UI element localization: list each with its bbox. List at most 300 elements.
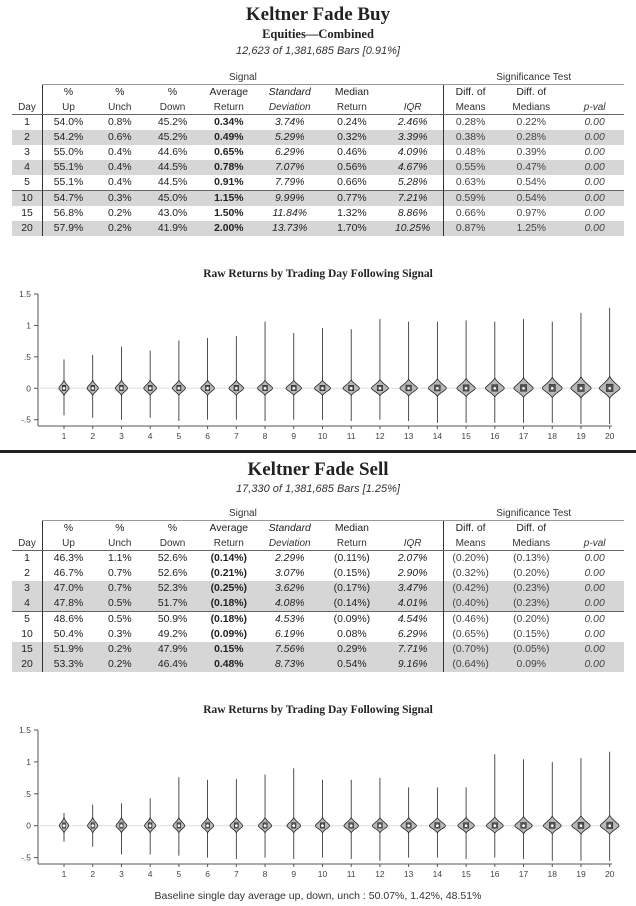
cell-pct-unch: 0.2% (94, 221, 146, 236)
cell-median-return: 1.32% (337, 208, 367, 219)
cell-avg-return: (0.14%) (210, 553, 247, 564)
table-row (12, 145, 624, 160)
cell-std-dev: 13.73% (258, 221, 321, 236)
cell-diff-medians: 0.39% (516, 147, 547, 158)
cell-iqr: 7.71% (382, 642, 443, 657)
x-tick-label: 7 (233, 869, 239, 879)
cell-diff-means: (0.40%) (443, 596, 497, 612)
y-tick-label: 1 (26, 320, 31, 331)
x-tick-label: 13 (403, 431, 414, 441)
cell-diff-means: 0.59% (443, 191, 497, 207)
cell-pct-up: 55.0% (42, 145, 94, 160)
header-median-return: Return (321, 100, 382, 115)
cell-median-return: 0.77% (321, 191, 382, 207)
top-subtitle: Equities—Combined (262, 27, 374, 41)
cell-pct-down: 44.5% (157, 177, 188, 188)
table-row (12, 566, 624, 581)
violin-median (436, 824, 439, 827)
cell-diff-medians: (0.20%) (497, 612, 565, 628)
cell-diff-medians: 1.25% (497, 221, 565, 236)
cell-median-return: 1.70% (321, 221, 382, 236)
cell-diff-medians: 0.54% (516, 177, 547, 188)
cell-pct-unch: 0.4% (107, 147, 132, 158)
cell-diff-medians: (0.13%) (513, 553, 550, 564)
cell-iqr: 2.46% (397, 117, 428, 128)
violin-median (407, 824, 410, 827)
cell-pct-down: 49.2% (157, 629, 188, 640)
header-median-return: Median (334, 87, 369, 98)
cell-pct-unch: 0.5% (94, 612, 146, 628)
header-diff-means: Means (443, 100, 497, 115)
cell-pct-up: 54.2% (42, 130, 94, 145)
cell-median-return: 0.56% (321, 160, 382, 175)
top-bars-note: 12,623 of 1,381,685 Bars [0.91%] (236, 45, 400, 57)
cell-p-val: 0.00 (584, 208, 605, 219)
cell-pct-down: 41.9% (146, 221, 200, 236)
cell-p-val: 0.00 (565, 657, 624, 672)
cell-iqr: 3.47% (382, 581, 443, 596)
x-tick-label: 10 (317, 431, 328, 441)
x-tick-label: 17 (518, 431, 529, 441)
y-tick-label: 0 (26, 820, 31, 831)
table-row (12, 642, 624, 657)
cell-pct-down: 43.0% (157, 208, 188, 219)
cell-median-return: 0.08% (337, 629, 367, 640)
x-tick-label: 14 (432, 869, 443, 879)
cell-iqr: 2.07% (397, 553, 428, 564)
violin-median (522, 824, 525, 827)
x-tick-label: 10 (317, 869, 328, 879)
cell-pct-up: 56.8% (42, 206, 94, 221)
header-pct-down: % (167, 523, 178, 534)
cell-day: 15 (21, 208, 33, 219)
cell-pct-up: 47.8% (42, 596, 94, 612)
cell-p-val: 0.00 (584, 553, 605, 564)
bottom-chart-title: Raw Returns by Trading Day Following Signal (203, 704, 433, 716)
top-chart-title: Raw Returns by Trading Day Following Signal (203, 268, 433, 280)
cell-diff-means: (0.65%) (443, 627, 497, 642)
sell-stats-table (12, 506, 624, 672)
cell-pct-unch: 0.2% (94, 642, 146, 657)
cell-day: 15 (12, 642, 42, 657)
cell-diff-means: (0.42%) (443, 581, 497, 596)
cell-std-dev: 4.08% (258, 596, 321, 612)
violin-median (379, 824, 382, 827)
x-tick-label: 2 (90, 431, 96, 441)
violin-median (292, 387, 295, 390)
significance-group-header: Significance Test (443, 70, 624, 85)
cell-iqr: 2.90% (397, 568, 428, 579)
cell-diff-means: 0.63% (443, 175, 497, 191)
cell-pct-up: 48.6% (42, 612, 94, 628)
cell-pct-up: 46.7% (42, 566, 94, 581)
table-row (12, 596, 624, 612)
cell-std-dev: 6.29% (275, 147, 305, 158)
violin-median (235, 387, 238, 390)
cell-diff-medians: 0.22% (516, 117, 547, 128)
x-tick-label: 12 (375, 431, 385, 441)
header-diff-medians: Medians (497, 100, 565, 115)
cell-diff-means: (0.70%) (443, 642, 497, 657)
cell-p-val: 0.00 (584, 177, 605, 188)
cell-p-val: 0.00 (584, 568, 605, 579)
cell-day: 5 (12, 612, 42, 628)
violin-median (235, 824, 238, 827)
violin-median (350, 387, 353, 390)
cell-std-dev: 7.07% (258, 160, 321, 175)
cell-pct-down: 52.6% (157, 553, 188, 564)
header-pct-down: % (167, 87, 178, 98)
header-std-dev: Deviation (258, 536, 321, 551)
cell-avg-return: (0.18%) (200, 612, 259, 628)
cell-std-dev: 3.74% (275, 117, 305, 128)
cell-pct-up: 55.1% (42, 175, 94, 191)
x-tick-label: 12 (375, 869, 385, 879)
header-pct-unch: Unch (94, 536, 146, 551)
cell-day: 1 (24, 553, 30, 564)
header-diff-means: Diff. of (443, 521, 497, 537)
cell-avg-return: 1.50% (214, 208, 244, 219)
violin-median (436, 387, 439, 390)
x-tick-label: 6 (205, 869, 210, 879)
cell-iqr: 4.09% (397, 147, 428, 158)
cell-diff-means: (0.20%) (443, 551, 497, 567)
x-tick-label: 4 (147, 869, 153, 879)
top-title: Keltner Fade Buy (245, 4, 391, 25)
cell-iqr: 8.86% (397, 208, 428, 219)
cell-day: 10 (12, 191, 42, 207)
header-p-val: p-val (565, 536, 624, 551)
header-day (12, 521, 42, 537)
cell-diff-medians: 0.97% (516, 208, 547, 219)
cell-iqr: 3.39% (382, 130, 443, 145)
cell-diff-means: 0.55% (443, 160, 497, 175)
cell-std-dev: 6.19% (275, 629, 305, 640)
violin-median (608, 387, 611, 390)
violin-median (91, 824, 94, 827)
cell-diff-medians: (0.23%) (497, 581, 565, 596)
section-divider (0, 450, 636, 453)
violin-median (551, 824, 554, 827)
cell-pct-unch: 0.3% (94, 191, 146, 207)
violin-median (264, 824, 267, 827)
header-avg-return: Average (209, 87, 249, 98)
cell-day: 4 (12, 160, 42, 175)
cell-avg-return: 0.15% (200, 642, 259, 657)
y-tick-label: 0 (26, 383, 31, 394)
cell-p-val: 0.00 (565, 160, 624, 175)
cell-pct-unch: 0.2% (107, 208, 132, 219)
violin-median (407, 387, 410, 390)
violin-median (321, 387, 324, 390)
x-tick-label: 2 (90, 869, 96, 879)
header-day: Day (12, 536, 42, 551)
cell-pct-down: 44.5% (146, 160, 200, 175)
cell-pct-unch: 0.4% (107, 177, 132, 188)
cell-pct-down: 52.6% (157, 568, 188, 579)
cell-avg-return: 0.34% (214, 117, 244, 128)
cell-avg-return: 0.65% (214, 147, 244, 158)
header-pct-up: Up (42, 100, 94, 115)
y-tick-label: -.5 (21, 852, 31, 863)
y-tick-label: .5 (23, 788, 31, 799)
cell-iqr: 10.25% (382, 221, 443, 236)
cell-std-dev: 7.56% (258, 642, 321, 657)
cell-avg-return: 1.15% (200, 191, 259, 207)
cell-p-val: 0.00 (565, 130, 624, 145)
y-tick-label: 1.5 (19, 725, 31, 735)
cell-day: 10 (21, 629, 33, 640)
table-row (12, 175, 624, 191)
violin-median (522, 387, 525, 390)
x-tick-label: 4 (147, 431, 153, 441)
x-tick-label: 9 (291, 431, 297, 441)
table-row (12, 130, 624, 145)
x-tick-label: 14 (432, 431, 443, 441)
cell-std-dev: 5.29% (258, 130, 321, 145)
violin-median (264, 387, 267, 390)
cell-day: 3 (12, 581, 42, 596)
x-tick-label: 15 (461, 869, 471, 879)
cell-diff-medians: 0.09% (497, 657, 565, 672)
header-diff-medians: Medians (497, 536, 565, 551)
cell-avg-return: 2.00% (200, 221, 259, 236)
header-day: Day (12, 100, 42, 115)
violin-median (321, 824, 324, 827)
cell-diff-means: 0.87% (443, 221, 497, 236)
baseline-footer: Baseline single day average up, down, unch : 50.07%, 1.42%, 48.51% (154, 890, 482, 902)
header-median-return: Median (334, 523, 369, 534)
cell-avg-return: 0.91% (214, 177, 244, 188)
header-p-val (565, 521, 624, 537)
cell-avg-return: 0.48% (200, 657, 259, 672)
cell-pct-down: 46.4% (146, 657, 200, 672)
cell-median-return: (0.14%) (321, 596, 382, 612)
header-diff-medians: Diff. of (516, 87, 547, 98)
x-tick-label: 3 (119, 869, 124, 879)
cell-p-val: 0.00 (584, 147, 605, 158)
cell-iqr: 4.54% (382, 612, 443, 628)
violin-median (149, 387, 152, 390)
table-row (12, 191, 624, 207)
cell-std-dev: 2.29% (275, 553, 305, 564)
cell-diff-medians: 0.28% (497, 130, 565, 145)
cell-diff-means: 0.48% (443, 145, 497, 160)
cell-std-dev: 11.84% (272, 208, 307, 219)
cell-median-return: 0.29% (321, 642, 382, 657)
table-row (12, 612, 624, 628)
cell-median-return: (0.09%) (321, 612, 382, 628)
header-iqr (382, 521, 443, 537)
cell-day: 5 (24, 177, 30, 188)
header-pct-up: % (42, 85, 94, 101)
cell-pct-unch: 1.1% (107, 553, 132, 564)
cell-avg-return: (0.18%) (200, 596, 259, 612)
table-row (12, 657, 624, 672)
cell-iqr: 7.21% (382, 191, 443, 207)
x-tick-label: 19 (576, 431, 586, 441)
x-tick-label: 6 (205, 431, 210, 441)
violin-median (379, 387, 382, 390)
header-std-dev: Standard (268, 523, 311, 534)
cell-diff-means: 0.28% (443, 115, 497, 131)
cell-pct-down: 52.3% (146, 581, 200, 596)
x-tick-label: 5 (176, 431, 182, 441)
x-tick-label: 8 (262, 431, 268, 441)
table-row (12, 627, 624, 642)
bottom-title: Keltner Fade Sell (247, 459, 389, 480)
header-p-val: p-val (565, 100, 624, 115)
signal-group-header: Signal (42, 506, 443, 521)
cell-day: 2 (12, 130, 42, 145)
header-iqr: IQR (382, 536, 443, 551)
x-tick-label: 16 (490, 431, 500, 441)
violin-median (91, 387, 94, 390)
x-tick-label: 7 (233, 431, 239, 441)
cell-avg-return: (0.09%) (210, 629, 247, 640)
cell-p-val: 0.00 (565, 596, 624, 612)
cell-iqr: 4.01% (382, 596, 443, 612)
x-tick-label: 9 (291, 869, 297, 879)
cell-p-val: 0.00 (584, 629, 605, 640)
cell-day: 3 (24, 147, 30, 158)
cell-pct-up: 54.0% (42, 115, 94, 131)
cell-iqr: 4.67% (382, 160, 443, 175)
cell-diff-means: 0.38% (443, 130, 497, 145)
table-row (12, 160, 624, 175)
cell-median-return: 0.32% (321, 130, 382, 145)
violin-median (149, 824, 152, 827)
violin-median (465, 824, 468, 827)
cell-pct-down: 45.2% (157, 117, 188, 128)
table-row (12, 206, 624, 221)
header-pct-down: Down (146, 536, 200, 551)
header-iqr: IQR (382, 100, 443, 115)
cell-diff-means: (0.46%) (443, 612, 497, 628)
violin-median (206, 387, 209, 390)
violin-median (465, 387, 468, 390)
cell-p-val: 0.00 (584, 117, 605, 128)
cell-pct-unch: 0.3% (107, 629, 132, 640)
buy-violin-chart (0, 286, 636, 446)
header-std-dev: Deviation (258, 100, 321, 115)
cell-median-return: 0.54% (321, 657, 382, 672)
header-std-dev: Standard (268, 87, 311, 98)
x-tick-label: 20 (604, 431, 615, 441)
x-tick-label: 18 (547, 431, 557, 441)
cell-iqr: 5.28% (397, 177, 428, 188)
table-row (12, 551, 624, 567)
signal-group-header: Signal (42, 70, 443, 85)
table-row (12, 581, 624, 596)
x-tick-label: 11 (346, 869, 356, 879)
violin-median (120, 824, 123, 827)
header-iqr (382, 85, 443, 101)
violin-median (206, 824, 209, 827)
violin-median (580, 387, 583, 390)
x-tick-label: 16 (490, 869, 500, 879)
x-tick-label: 13 (403, 869, 414, 879)
header-diff-means: Means (443, 536, 497, 551)
violin-median (551, 387, 554, 390)
cell-pct-up: 57.9% (42, 221, 94, 236)
cell-diff-means: (0.32%) (443, 566, 497, 581)
cell-day: 20 (12, 657, 42, 672)
cell-diff-medians: (0.23%) (497, 596, 565, 612)
cell-avg-return: (0.21%) (210, 568, 247, 579)
x-tick-label: 17 (518, 869, 529, 879)
cell-pct-up: 50.4% (42, 627, 94, 642)
cell-median-return: 0.46% (337, 147, 367, 158)
x-tick-label: 11 (346, 431, 356, 441)
y-tick-label: -.5 (21, 414, 31, 425)
x-tick-label: 1 (61, 431, 67, 441)
cell-avg-return: 0.78% (200, 160, 259, 175)
cell-pct-unch: 0.2% (94, 657, 146, 672)
cell-median-return: (0.11%) (334, 553, 370, 564)
cell-std-dev: 8.73% (258, 657, 321, 672)
cell-pct-down: 45.2% (146, 130, 200, 145)
cell-avg-return: 0.49% (200, 130, 259, 145)
header-day (12, 85, 42, 101)
violin-median (63, 387, 66, 390)
cell-pct-unch: 0.4% (94, 160, 146, 175)
table-row (12, 115, 624, 131)
cell-diff-medians: 0.54% (497, 191, 565, 207)
cell-day: 2 (24, 568, 30, 579)
y-tick-label: .5 (23, 351, 31, 362)
cell-pct-unch: 0.7% (94, 581, 146, 596)
cell-avg-return: (0.25%) (200, 581, 259, 596)
cell-pct-down: 51.7% (146, 596, 200, 612)
header-avg-return: Return (200, 100, 259, 115)
buy-stats-table (12, 70, 624, 236)
cell-pct-up: 51.9% (42, 642, 94, 657)
cell-p-val: 0.00 (565, 221, 624, 236)
cell-iqr: 6.29% (397, 629, 428, 640)
header-pct-up: Up (42, 536, 94, 551)
cell-pct-unch: 0.8% (107, 117, 132, 128)
sell-violin-chart (0, 722, 636, 884)
violin-median (120, 387, 123, 390)
x-tick-label: 20 (604, 869, 615, 879)
violin-median (580, 824, 583, 827)
cell-std-dev: 3.07% (275, 568, 305, 579)
cell-day: 1 (24, 117, 30, 128)
cell-pct-unch: 0.7% (107, 568, 132, 579)
header-diff-means: Diff. of (443, 85, 497, 101)
cell-pct-down: 50.9% (146, 612, 200, 628)
cell-diff-means: (0.64%) (443, 657, 497, 672)
cell-pct-up: 55.1% (42, 160, 94, 175)
table-row (12, 221, 624, 236)
cell-std-dev: 9.99% (258, 191, 321, 207)
cell-day: 4 (12, 596, 42, 612)
header-pct-unch: Unch (94, 100, 146, 115)
x-tick-label: 1 (61, 869, 67, 879)
header-pct-up: % (42, 521, 94, 537)
significance-group-header: Significance Test (443, 506, 624, 521)
x-tick-label: 8 (262, 869, 268, 879)
header-median-return: Return (321, 536, 382, 551)
violin-median (292, 824, 295, 827)
bottom-bars-note: 17,330 of 1,381,685 Bars [1.25%] (236, 483, 400, 495)
cell-iqr: 9.16% (382, 657, 443, 672)
y-tick-label: 1.5 (19, 289, 31, 299)
cell-p-val: 0.00 (565, 191, 624, 207)
cell-median-return: 0.66% (337, 177, 367, 188)
y-tick-label: 1 (26, 756, 31, 767)
